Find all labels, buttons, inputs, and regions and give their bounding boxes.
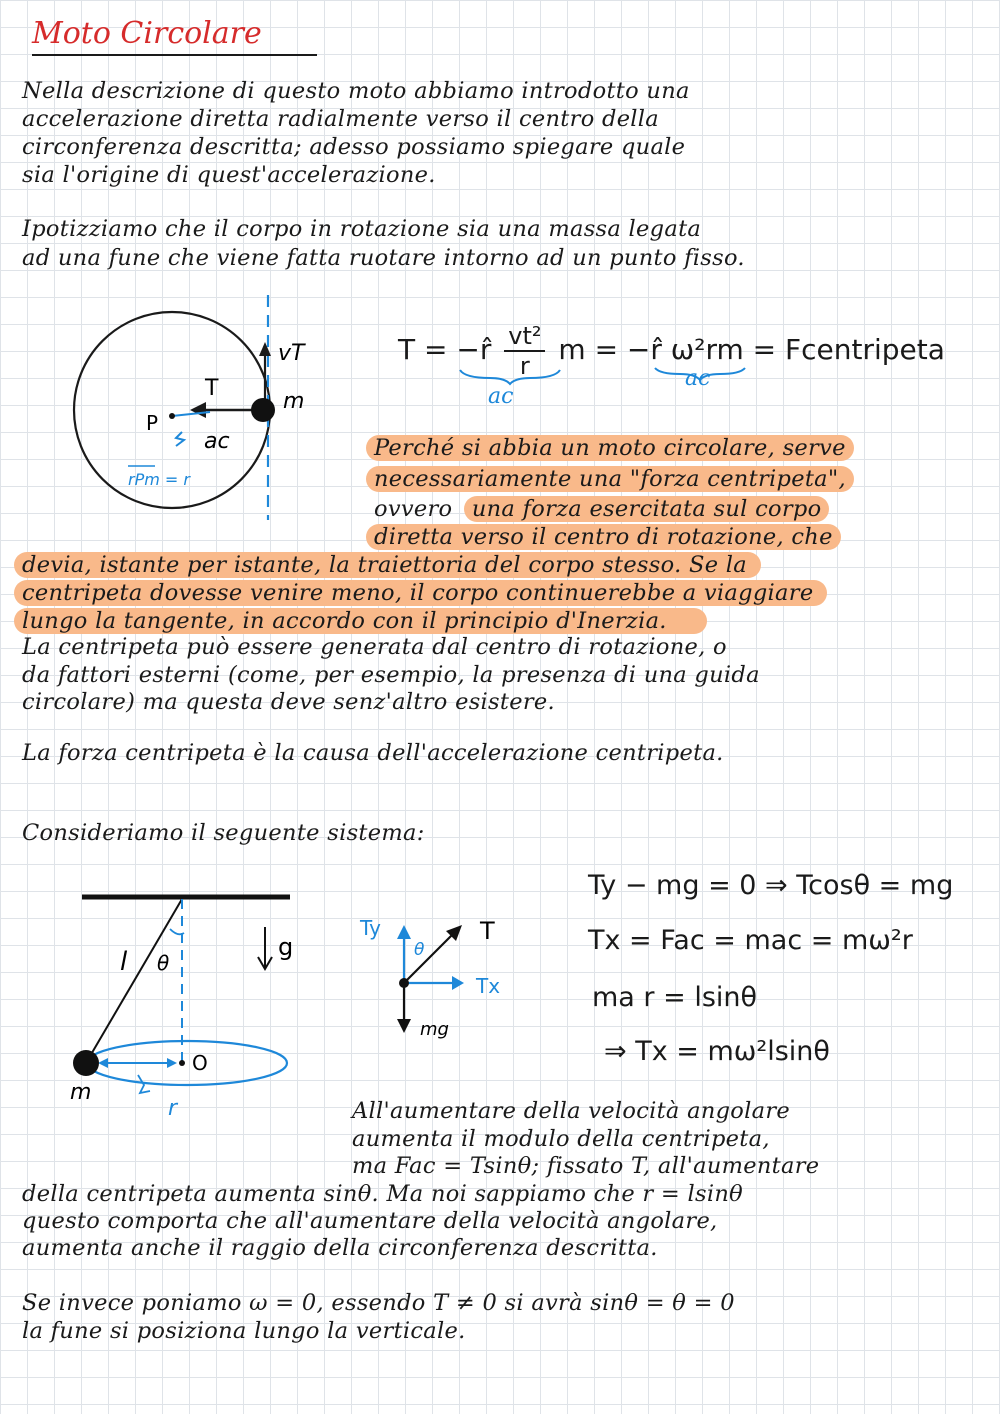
eq-radius: ma r = lsinθ xyxy=(592,982,758,1013)
angular-line: aumenta anche il raggio della circonferenza descritta. xyxy=(22,1235,658,1261)
underbrace-1 xyxy=(460,370,560,384)
label-mg: mg xyxy=(420,1019,449,1040)
string-line xyxy=(86,899,182,1063)
eq-Tx-result: ⇒ Tx = mω²lsinθ xyxy=(604,1036,830,1067)
label-T: T xyxy=(480,917,495,945)
label-P: P xyxy=(146,411,159,435)
plain-span: ovvero xyxy=(374,496,453,522)
center-point xyxy=(169,413,175,419)
centripeta-line: circolare) ma questa deve senz'altro esistere. xyxy=(22,689,555,715)
mass-dot xyxy=(251,398,275,422)
label-O: O xyxy=(192,1051,208,1075)
intro-line: Nella descrizione di questo moto abbiamo introdotto una xyxy=(22,78,690,104)
label-Tx: Tx xyxy=(476,974,501,998)
page-title: Moto Circolare xyxy=(32,16,317,56)
consider-line: Consideriamo il seguente sistema: xyxy=(22,820,425,846)
T-arrow xyxy=(404,933,454,983)
highlight-span: diretta verso il centro di rotazione, che xyxy=(366,524,841,550)
centripeta-line: La centripeta può essere generata dal centro di rotazione, o xyxy=(22,634,727,660)
radius-arrowhead-left xyxy=(98,1058,108,1068)
radius-arrowhead-right xyxy=(167,1058,177,1068)
highlight-span: Perché si abbia un moto circolare, serve xyxy=(366,435,854,461)
label-vt: vT xyxy=(278,341,305,366)
eq1-left: T = −r̂ xyxy=(398,333,492,366)
label-Ty: Ty xyxy=(360,916,381,940)
highlight-line xyxy=(374,496,829,522)
highlight-span: necessariamente una "forza centripeta", xyxy=(366,466,854,492)
conical-pendulum-diagram xyxy=(60,885,320,1125)
center-O xyxy=(179,1060,185,1066)
highlight-line xyxy=(22,580,827,606)
intro-line: accelerazione diretta radialmente verso il centro della xyxy=(22,106,660,132)
highlight-line xyxy=(374,524,841,550)
cause-line: La forza centripeta è la causa dell'accelerazione centripeta. xyxy=(22,740,724,766)
hypothesis-line: Ipotizziamo che il corpo in rotazione sia una massa legata xyxy=(22,216,702,242)
label-theta: θ xyxy=(414,940,425,960)
label-r: r xyxy=(168,1096,178,1121)
label-g: g xyxy=(278,933,294,961)
eq-horizontal-force: Tx = Fac = mac = mω²r xyxy=(588,925,913,956)
theta-arc xyxy=(170,929,184,934)
body-point xyxy=(399,978,409,988)
angular-line: aumenta il modulo della centripeta, xyxy=(352,1126,770,1152)
highlight-span: centripeta dovesse venire meno, il corpo continuerebbe a viaggiare xyxy=(14,580,827,606)
eq1-frac-den: r xyxy=(519,352,530,380)
highlight-span: devia, istante per istante, la traiettoria del corpo stesso. Se la xyxy=(14,552,761,578)
under-ac-1: ac xyxy=(488,384,514,409)
highlight-span: lungo la tangente, in accordo con il principio d'Inerzia. xyxy=(14,608,707,634)
angular-line: All'aumentare della velocità angolare xyxy=(352,1098,791,1124)
under-ac-2: ac xyxy=(685,366,711,391)
label-theta: θ xyxy=(157,951,170,975)
ac-arrow xyxy=(176,432,184,446)
eq1-frac-num: vt² xyxy=(504,322,545,352)
highlight-line xyxy=(374,435,854,461)
highlight-line xyxy=(22,552,761,578)
label-m: m xyxy=(283,389,305,414)
Tx-arrowhead xyxy=(452,976,464,990)
label-rpm: rPm = r xyxy=(128,470,190,489)
velocity-arrowhead xyxy=(259,342,271,356)
circular-motion-diagram xyxy=(60,290,360,530)
highlight-line xyxy=(374,466,854,492)
angular-line: ma Fac = Tsinθ; fissato T, all'aumentare xyxy=(352,1153,820,1179)
intro-line: sia l'origine di quest'accelerazione. xyxy=(22,162,436,188)
angular-line: della centripeta aumenta sinθ. Ma noi sappiamo che r = lsinθ xyxy=(22,1181,743,1207)
eq-vertical-balance: Ty − mg = 0 ⇒ Tcosθ = mg xyxy=(588,870,954,901)
label-l: l xyxy=(120,947,128,977)
angular-line: questo comporta che all'aumentare della velocità angolare, xyxy=(22,1208,718,1234)
tension-arrowhead xyxy=(190,402,206,418)
force-diagram xyxy=(358,905,528,1045)
label-ac: ac xyxy=(204,429,230,454)
hypothesis-line: ad una fune che viene fatta ruotare intorno ad un punto fisso. xyxy=(22,245,745,271)
centripeta-line: da fattori esterni (come, per esempio, la presenza di una guida xyxy=(22,662,760,688)
Ty-arrowhead xyxy=(397,925,411,939)
intro-line: circonferenza descritta; adesso possiamo spiegare quale xyxy=(22,134,686,160)
label-m: m xyxy=(70,1080,92,1105)
bob-mass xyxy=(73,1050,99,1076)
label-T: T xyxy=(205,376,219,401)
highlight-span: una forza esercitata sul corpo xyxy=(464,496,830,522)
final-line: Se invece poniamo ω = 0, essendo T ≠ 0 si avrà sinθ = θ = 0 xyxy=(22,1290,735,1316)
mg-arrowhead xyxy=(397,1019,411,1033)
eq1-right: m = −r̂ ω²rm = Fcentripeta xyxy=(558,333,945,366)
final-line: la fune si posiziona lungo la verticale. xyxy=(22,1318,466,1344)
highlight-line xyxy=(22,608,707,634)
